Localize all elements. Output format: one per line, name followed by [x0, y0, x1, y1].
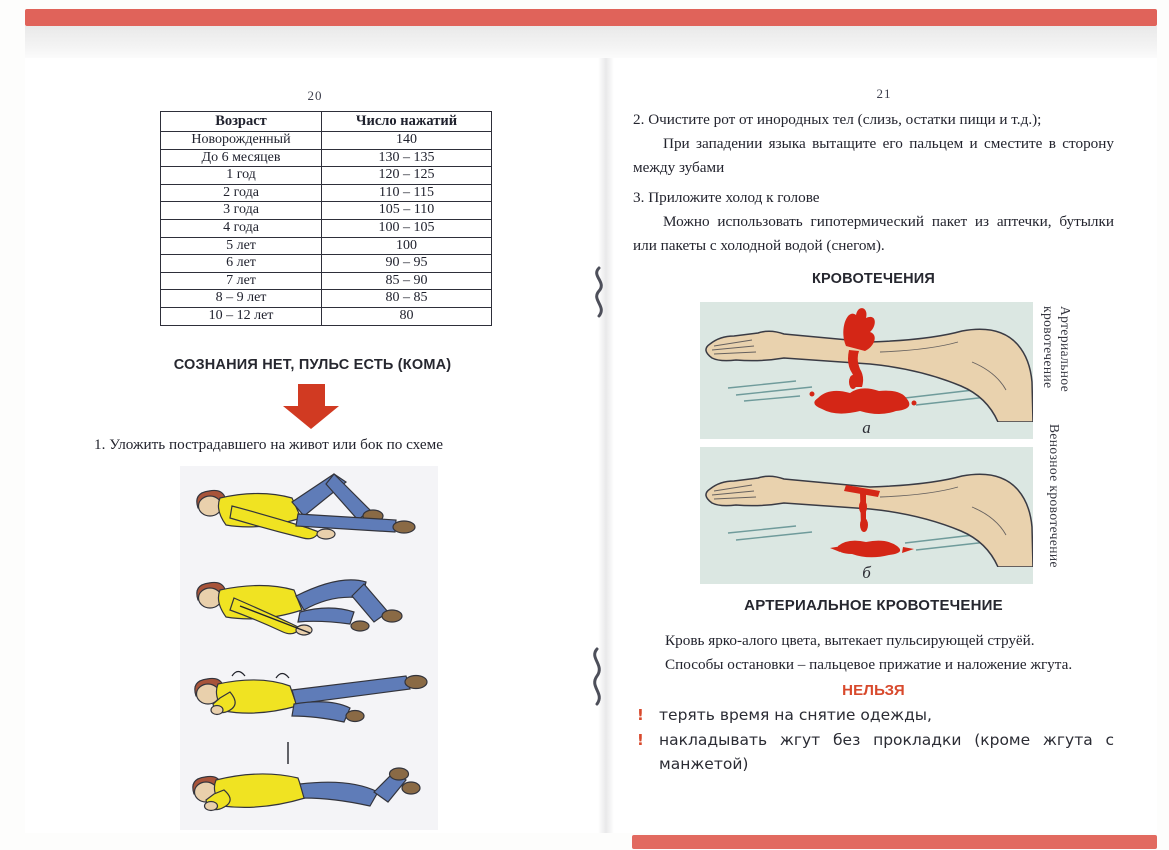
exclamation-bullet-icon: ! — [637, 706, 644, 724]
table-header-age: Возраст — [161, 112, 322, 132]
table-cell: 7 лет — [161, 272, 322, 290]
table-cell: 100 – 105 — [322, 219, 492, 237]
forbidden-item-text: накладывать жгут без прокладки (кроме жгута с манжетой) — [659, 730, 1114, 773]
right-page-number: 21 — [876, 86, 892, 101]
table-cell: 140 — [322, 132, 492, 150]
table-cell: 110 – 115 — [322, 184, 492, 202]
table-row — [161, 149, 492, 167]
table-row — [161, 167, 492, 185]
scan-edge-strip-bottom — [632, 835, 1157, 849]
forbidden-item — [637, 703, 1114, 728]
red-down-arrow — [298, 384, 325, 406]
arterial-line1: Кровь ярко-алого цвета, вытекает пульсирующей струёй. — [665, 632, 1035, 649]
table-row — [161, 132, 492, 150]
coma-heading: СОЗНАНИЯ НЕТ, ПУЛЬС ЕСТЬ (КОМА) — [173, 357, 452, 373]
figure-a-label: а — [862, 418, 871, 437]
table-cell: 2 года — [161, 184, 322, 202]
table-cell: 120 – 125 — [322, 167, 492, 185]
table-cell: 80 – 85 — [322, 290, 492, 308]
table-row — [161, 255, 492, 273]
table-cell: 10 – 12 лет — [161, 307, 322, 325]
table-cell: 6 лет — [161, 255, 322, 273]
step3-continuation: Можно использовать гипотермический пакет из аптечки, бутылки или пакеты с холодной водой (снегом). — [633, 213, 1114, 254]
table-cell: 8 – 9 лет — [161, 290, 322, 308]
step3-paragraph — [633, 186, 1114, 258]
table-row — [161, 290, 492, 308]
table-cell: 5 лет — [161, 237, 322, 255]
table-cell: 3 года — [161, 202, 322, 220]
table-cell: Новорожденный — [161, 132, 322, 150]
step2-line1: 2. Очистите рот от инородных тел (слизь, остатки пищи и т.д.); — [633, 111, 1042, 128]
binding-staple-icon — [588, 646, 606, 708]
table-header-row — [161, 112, 492, 132]
table-row — [161, 272, 492, 290]
table-cell: 4 года — [161, 219, 322, 237]
table-cell: 90 – 95 — [322, 255, 492, 273]
step2-paragraph — [633, 108, 1114, 180]
forbidden-heading: НЕЛЬЗЯ — [842, 682, 905, 699]
table-cell: До 6 месяцев — [161, 149, 322, 167]
compressions-table-body — [161, 132, 492, 326]
forbidden-item — [637, 728, 1114, 777]
step2-continuation: При западении языка вытащите его пальцем и сместите в сторону между зубами — [633, 135, 1114, 176]
forbidden-item-text: терять время на снятие одежды, — [659, 706, 932, 724]
forbidden-list — [637, 703, 1114, 777]
scan-edge-strip-top — [25, 9, 1157, 26]
compressions-table — [160, 111, 492, 326]
table-row — [161, 307, 492, 325]
recovery-position-illustration — [180, 466, 438, 830]
arterial-description — [665, 629, 1125, 677]
table-row — [161, 219, 492, 237]
step1-text: 1. Уложить пострадавшего на живот или бок по схеме — [94, 436, 443, 453]
arterial-bleeding-figure — [700, 302, 1033, 439]
arterial-arm-drawing — [700, 302, 1033, 422]
left-page-number: 20 — [307, 88, 323, 103]
venous-bleeding-figure — [700, 447, 1033, 584]
figure-b-label: б — [862, 563, 871, 582]
table-cell: 85 – 90 — [322, 272, 492, 290]
red-down-arrow-head — [283, 406, 339, 429]
venous-side-label: Венозное кровотечение — [1047, 424, 1062, 568]
table-cell: 130 – 135 — [322, 149, 492, 167]
table-cell: 100 — [322, 237, 492, 255]
step3-line1: 3. Приложите холод к голове — [633, 189, 820, 206]
table-cell: 80 — [322, 307, 492, 325]
table-header-compressions: Число нажатий — [322, 112, 492, 132]
arterial-heading: АРТЕРИАЛЬНОЕ КРОВОТЕЧЕНИЕ — [744, 597, 1003, 614]
venous-arm-drawing — [700, 447, 1033, 567]
binding-staple-icon — [590, 266, 608, 320]
table-row — [161, 202, 492, 220]
table-row — [161, 184, 492, 202]
arterial-line2: Способы остановки – пальцевое прижатие и наложение жгута. — [665, 656, 1073, 673]
page-gutter-shadow — [598, 58, 614, 833]
arterial-side-label: Артериальное кровотечение — [1041, 306, 1073, 393]
book-edge-band — [25, 26, 1157, 59]
table-cell: 1 год — [161, 167, 322, 185]
table-cell: 105 – 110 — [322, 202, 492, 220]
table-row — [161, 237, 492, 255]
bleeding-heading: КРОВОТЕЧЕНИЯ — [811, 271, 936, 287]
exclamation-bullet-icon: ! — [637, 730, 644, 749]
